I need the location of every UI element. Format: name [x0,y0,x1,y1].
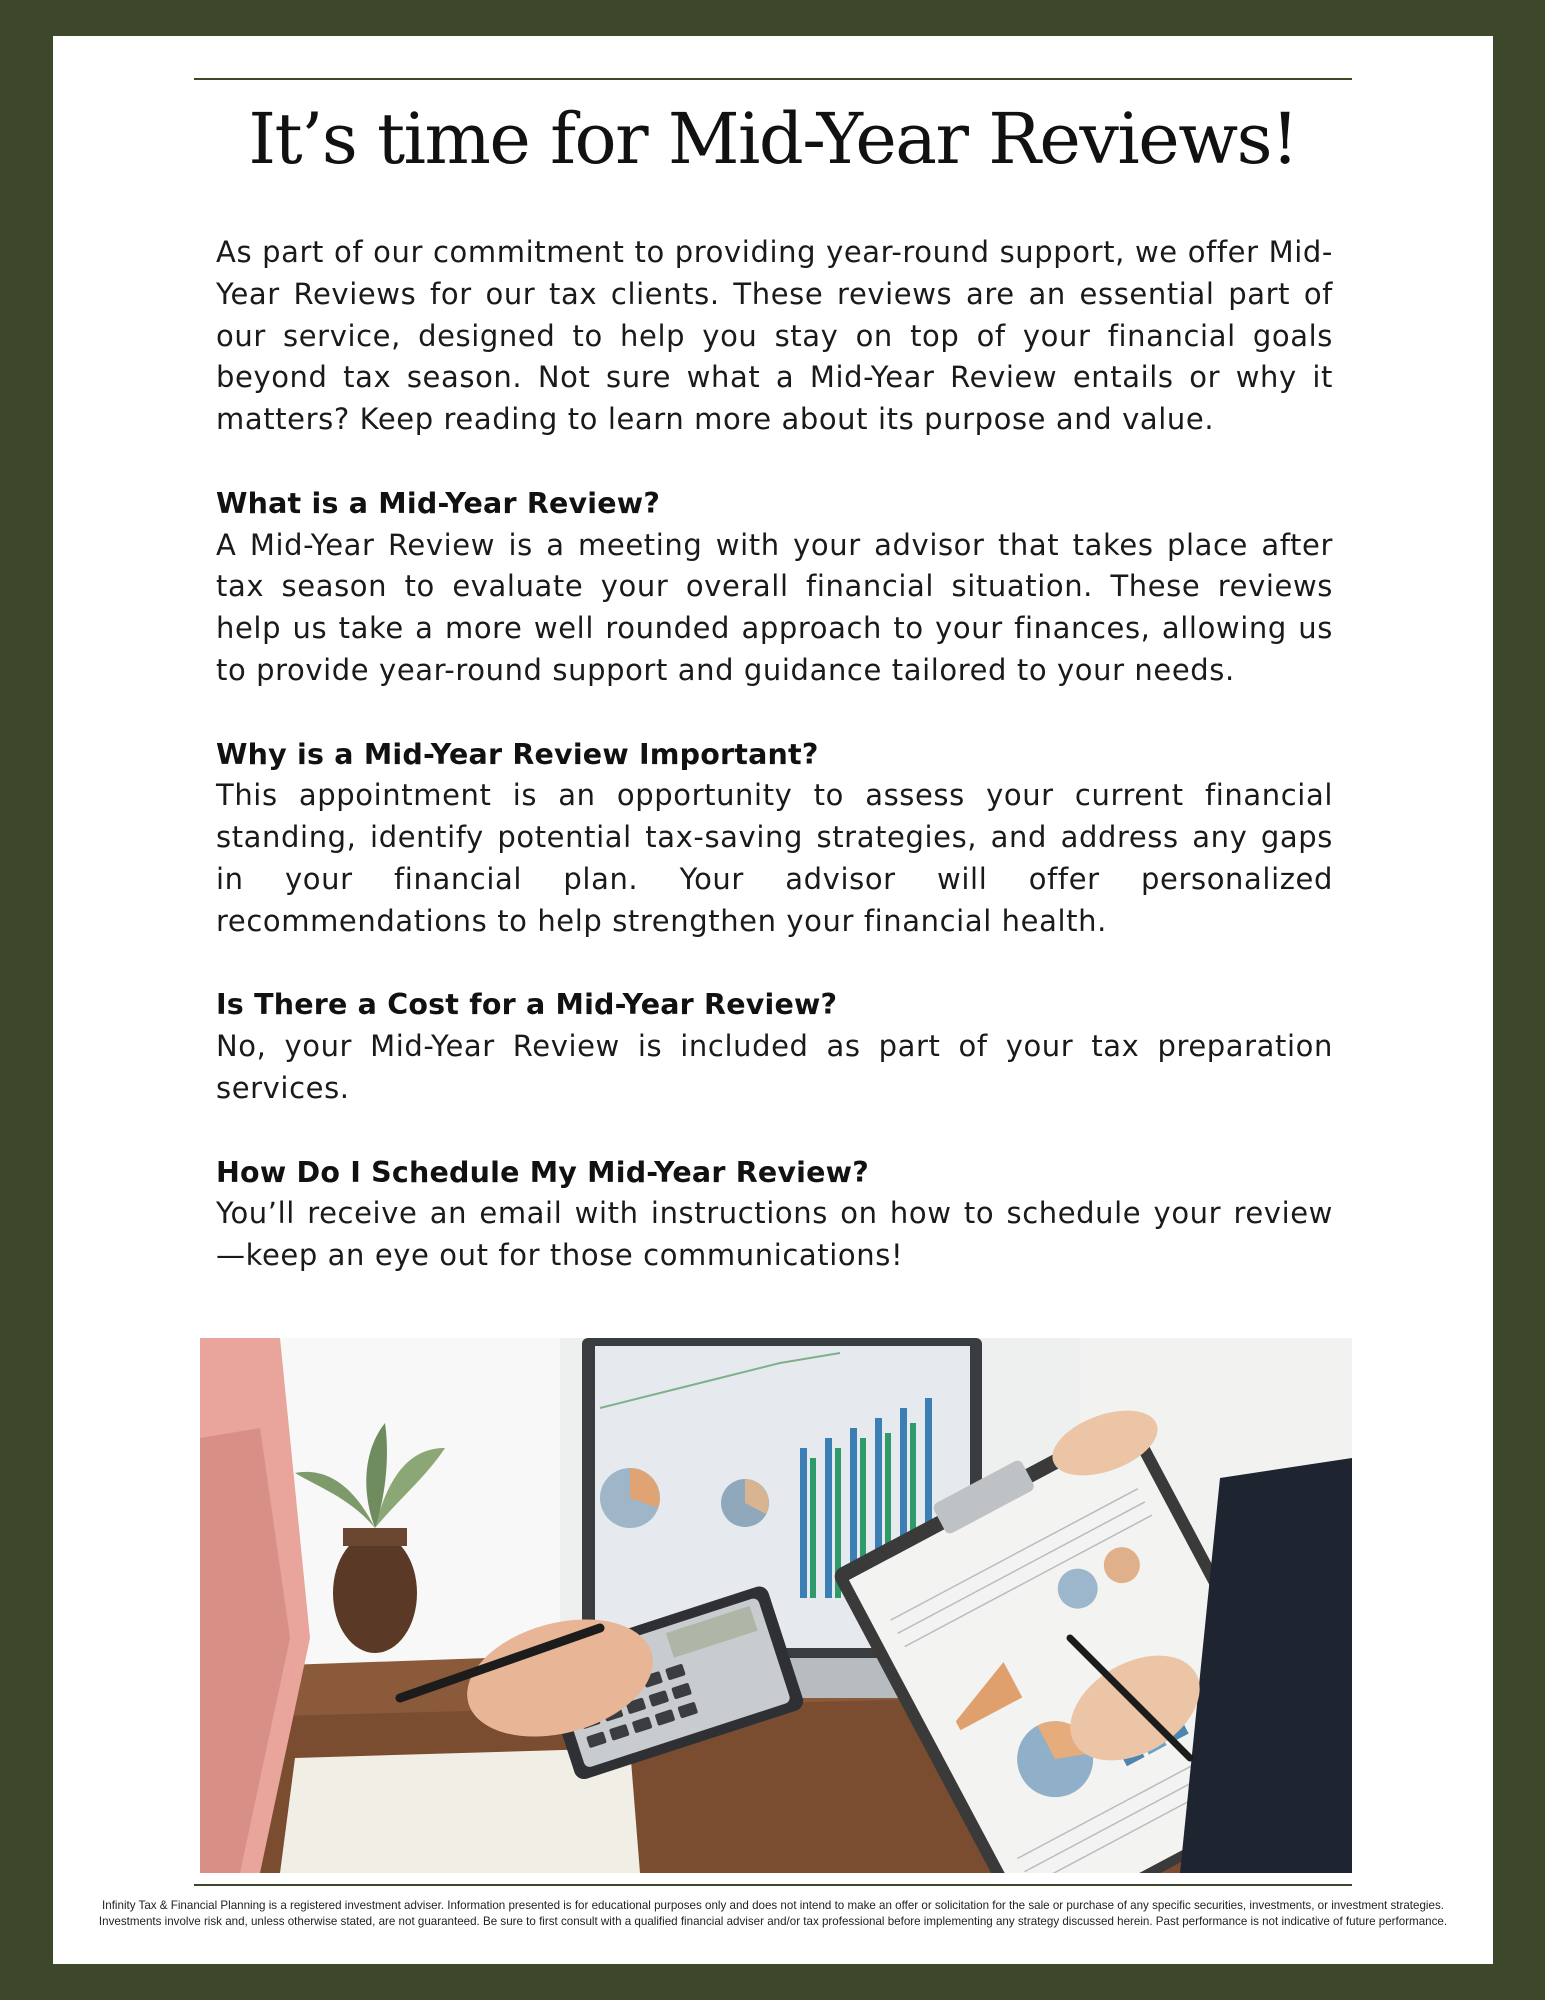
section-why-important [216,734,1333,943]
section-schedule [216,1152,1333,1277]
bottom-divider [194,1884,1352,1886]
article-body [216,232,1333,1319]
section-cost [216,984,1333,1109]
page-title: It’s time for Mid-Year Reviews! [248,98,1298,180]
section-heading: How Do I Schedule My Mid-Year Review? [216,1155,869,1189]
section-body: A Mid-Year Review is a meeting with your advisor that takes place after tax season to evaluate your overall financial situation. These reviews help us take a more well rounded approach to your finances, allowing us to provide year-round support and guidance tailored to your needs. [216,527,1333,687]
financial-review-photo [200,1338,1352,1873]
section-heading: Is There a Cost for a Mid-Year Review? [216,988,838,1022]
flyer-page [53,36,1493,1964]
section-body: This appointment is an opportunity to assess your current financial standing, identify potential tax-saving strategies, and address any gaps in your financial plan. Your advisor will offer personalized recommendations to help strengthen your financial health. [216,778,1333,938]
section-body: No, your Mid-Year Review is included as part of your tax preparation services. [216,1029,1333,1105]
intro-paragraph: As part of our commitment to providing year-round support, we offer Mid-Year Reviews for our tax clients. These reviews are an essential part of our service, designed to help you stay on top of your financial goals beyond tax season. Not sure what a Mid-Year Review entails or why it matters? Keep reading to learn more about its purpose and value. [216,235,1333,437]
top-divider [194,78,1352,80]
section-what-is [216,483,1333,692]
section-heading: Why is a Mid-Year Review Important? [216,737,819,771]
legal-disclaimer: Infinity Tax & Financial Planning is a registered investment adviser. Information presented is for educational purposes only and does not intend to make an offer or solicitation for the sale or purchase of any specific securities, investments, or investment strategies. Investments involve risk and, unless otherwise stated, are not guaranteed. Be sure to first consult with a qualified financial adviser and/or tax professional before implementing any strategy discussed herein. Past performance is not indicative of future performance. [98,1899,1448,1929]
section-heading: What is a Mid-Year Review? [216,486,661,520]
section-body: You’ll receive an email with instructions on how to schedule your review—keep an eye out for those communications! [216,1196,1333,1273]
